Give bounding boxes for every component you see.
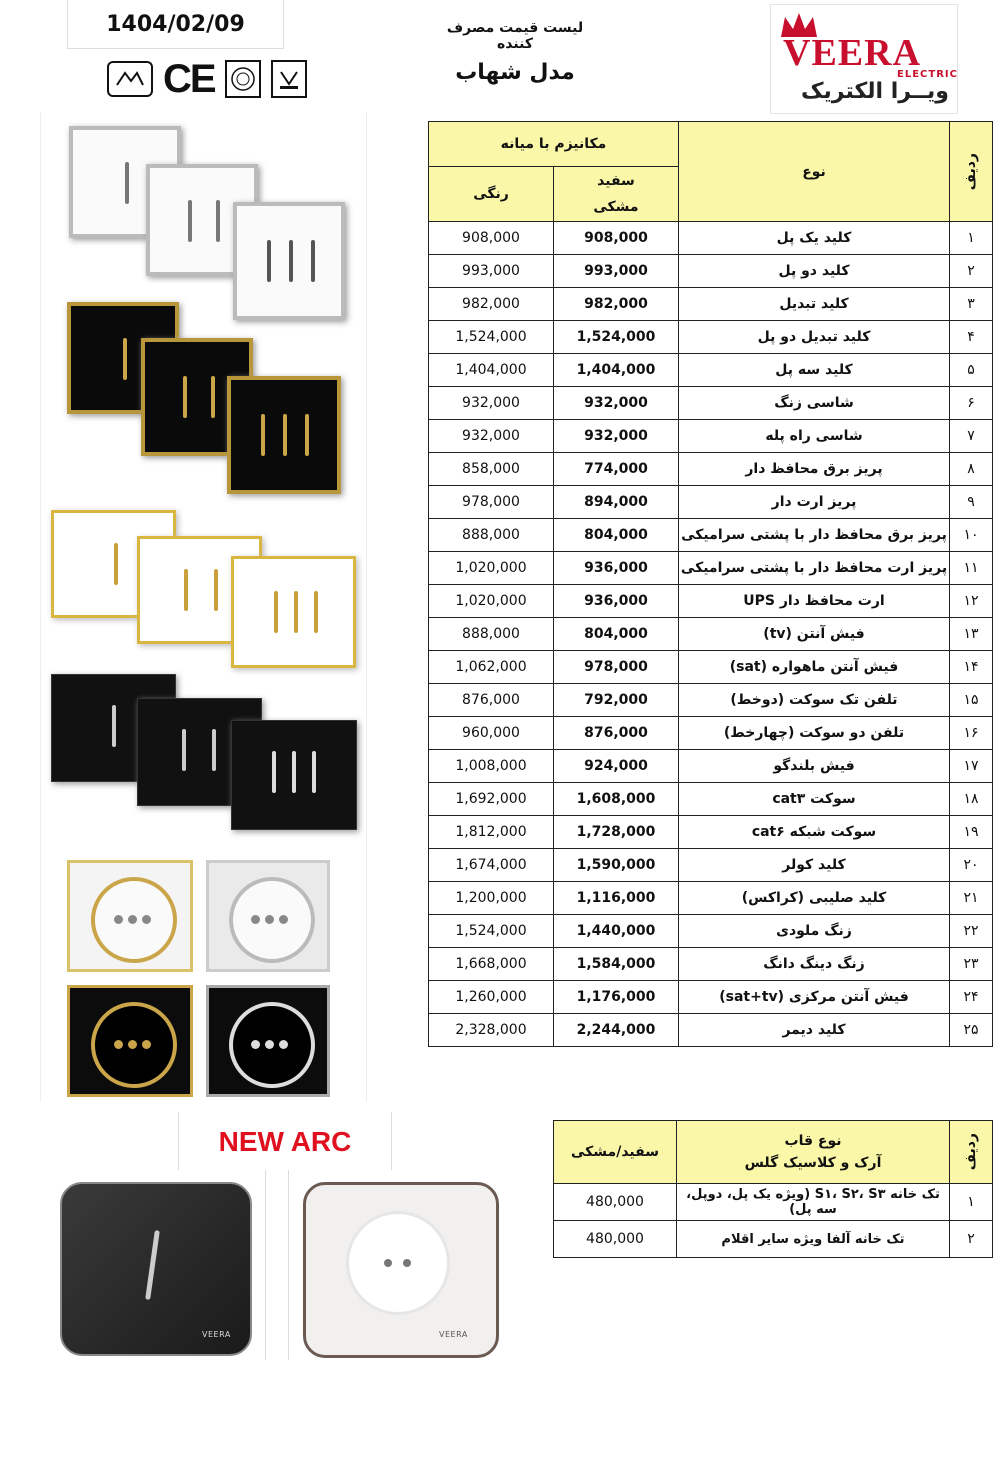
row-white-price: 924,000 xyxy=(554,750,679,783)
row-product-name: شاسی زنگ xyxy=(679,387,950,420)
table-row xyxy=(554,1221,993,1258)
row-colored-price: 1,812,000 xyxy=(429,816,554,849)
logo-subtitle: ELECTRIC xyxy=(897,69,958,80)
row-product-name: کلید دو پل xyxy=(679,255,950,288)
row-index: ۱۰ xyxy=(950,519,993,552)
row-index: ۲۵ xyxy=(950,1014,993,1047)
table-row xyxy=(429,948,993,981)
table-row xyxy=(429,453,993,486)
row-index: ۱۹ xyxy=(950,816,993,849)
frame-header-type xyxy=(677,1121,950,1184)
row-index: ۱۸ xyxy=(950,783,993,816)
table-row xyxy=(429,849,993,882)
table-row xyxy=(429,255,993,288)
logo-persian: ویــرا الکتریک xyxy=(801,79,949,104)
list-title: لیست قیمت مصرف کننده xyxy=(446,20,584,52)
row-colored-price: 2,328,000 xyxy=(429,1014,554,1047)
row-colored-price: 932,000 xyxy=(429,420,554,453)
row-index: ۸ xyxy=(950,453,993,486)
ce-mark: CE xyxy=(163,56,215,101)
row-colored-price: 982,000 xyxy=(429,288,554,321)
row-index: ۱ xyxy=(950,222,993,255)
row-product-name: کلید کولر xyxy=(679,849,950,882)
arc-black-switch-panel xyxy=(40,1170,266,1360)
table-row xyxy=(554,1184,993,1221)
white-silver-socket xyxy=(206,860,330,972)
row-index: ۷ xyxy=(950,420,993,453)
row-product-name: پریز برق محافظ دار با پشتی سرامیکی xyxy=(679,519,950,552)
frame-row-price: 480,000 xyxy=(554,1221,677,1258)
row-white-price: 792,000 xyxy=(554,684,679,717)
row-product-name: شاسی راه پله xyxy=(679,420,950,453)
header-index xyxy=(950,122,993,222)
row-index: ۱۳ xyxy=(950,618,993,651)
arc-white-socket-panel xyxy=(288,1170,509,1360)
table-row xyxy=(429,354,993,387)
row-colored-price: 1,524,000 xyxy=(429,321,554,354)
table-row xyxy=(429,222,993,255)
row-white-price: 932,000 xyxy=(554,387,679,420)
arc-white-brand: VEERA xyxy=(439,1330,468,1339)
white-gold-socket xyxy=(67,860,193,972)
row-product-name: زنگ ملودی xyxy=(679,915,950,948)
row-product-name: سوکت cat۳ xyxy=(679,783,950,816)
row-colored-price: 978,000 xyxy=(429,486,554,519)
ukas-seal-icon xyxy=(271,60,307,98)
row-white-price: 982,000 xyxy=(554,288,679,321)
price-date: 1404/02/09 xyxy=(106,11,245,37)
frame-row-name: تک خانه S۱، S۲، S۳ (ویژه یک پل، دوپل، سه پل) xyxy=(677,1184,950,1221)
header-index-label: ردیف xyxy=(963,152,979,191)
frame-type-line1: نوع قاب xyxy=(784,1133,842,1149)
frame-table-body xyxy=(554,1184,993,1258)
table-row xyxy=(429,585,993,618)
row-index: ۲۰ xyxy=(950,849,993,882)
new-arc-title: NEW ARC xyxy=(218,1126,352,1157)
table-row xyxy=(429,750,993,783)
row-index: ۵ xyxy=(950,354,993,387)
header-mechanism: مکانیزم با میانه xyxy=(429,122,679,167)
row-product-name: فیش بلندگو xyxy=(679,750,950,783)
row-product-name: زنگ دینگ دانگ xyxy=(679,948,950,981)
row-index: ۱۴ xyxy=(950,651,993,684)
row-index: ۲۳ xyxy=(950,948,993,981)
row-colored-price: 1,020,000 xyxy=(429,585,554,618)
row-index: ۹ xyxy=(950,486,993,519)
table-row xyxy=(429,420,993,453)
row-white-price: 1,728,000 xyxy=(554,816,679,849)
row-white-price: 1,584,000 xyxy=(554,948,679,981)
header-white-black xyxy=(554,167,679,222)
row-white-price: 804,000 xyxy=(554,618,679,651)
row-white-price: 876,000 xyxy=(554,717,679,750)
row-product-name: فیش آنتن مرکزی (sat+tv) xyxy=(679,981,950,1014)
row-product-name: تلفن دو سوکت (چهارخط) xyxy=(679,717,950,750)
white-silver-switch-3 xyxy=(233,202,345,320)
row-colored-price: 1,668,000 xyxy=(429,948,554,981)
date-box xyxy=(67,0,284,49)
row-white-price: 1,440,000 xyxy=(554,915,679,948)
row-colored-price: 1,020,000 xyxy=(429,552,554,585)
row-white-price: 936,000 xyxy=(554,585,679,618)
row-colored-price: 1,404,000 xyxy=(429,354,554,387)
row-white-price: 2,244,000 xyxy=(554,1014,679,1047)
row-product-name: فیش آنتن (tv) xyxy=(679,618,950,651)
row-white-price: 932,000 xyxy=(554,420,679,453)
table-row xyxy=(429,882,993,915)
row-colored-price: 1,008,000 xyxy=(429,750,554,783)
row-index: ۱۲ xyxy=(950,585,993,618)
standard-mark-icon xyxy=(107,61,153,97)
row-colored-price: 1,062,000 xyxy=(429,651,554,684)
row-white-price: 993,000 xyxy=(554,255,679,288)
table-row xyxy=(429,519,993,552)
row-white-price: 978,000 xyxy=(554,651,679,684)
black-gold-socket xyxy=(67,985,193,1097)
table-row xyxy=(429,1014,993,1047)
frame-type-line2: آرک و کلاسیک گلس xyxy=(744,1155,882,1171)
arc-socket-hole-right xyxy=(403,1259,411,1267)
row-white-price: 936,000 xyxy=(554,552,679,585)
row-colored-price: 960,000 xyxy=(429,717,554,750)
row-white-price: 1,590,000 xyxy=(554,849,679,882)
table-row xyxy=(429,288,993,321)
row-white-price: 894,000 xyxy=(554,486,679,519)
row-product-name: تلفن تک سوکت (دوخط) xyxy=(679,684,950,717)
frame-row-price: 480,000 xyxy=(554,1184,677,1221)
frame-header-index-label: ردیف xyxy=(963,1133,979,1171)
row-colored-price: 1,260,000 xyxy=(429,981,554,1014)
row-colored-price: 1,674,000 xyxy=(429,849,554,882)
table-row xyxy=(429,651,993,684)
row-product-name: کلید دیمر xyxy=(679,1014,950,1047)
veera-logo xyxy=(770,4,958,114)
header-type: نوع xyxy=(679,122,950,222)
row-product-name: سوکت شبکه cat۶ xyxy=(679,816,950,849)
row-index: ۱۶ xyxy=(950,717,993,750)
frame-table xyxy=(553,1120,993,1258)
row-colored-price: 908,000 xyxy=(429,222,554,255)
price-table-body xyxy=(429,222,993,1047)
row-product-name: کلید یک پل xyxy=(679,222,950,255)
row-index: ۱۷ xyxy=(950,750,993,783)
row-colored-price: 993,000 xyxy=(429,255,554,288)
white-gold-switch-3 xyxy=(231,556,356,668)
row-index: ۱۵ xyxy=(950,684,993,717)
arc-black-brand: VEERA xyxy=(202,1330,231,1339)
row-product-name: پریز برق محافظ دار xyxy=(679,453,950,486)
table-row xyxy=(429,552,993,585)
row-product-name: کلید سه پل xyxy=(679,354,950,387)
row-colored-price: 888,000 xyxy=(429,519,554,552)
model-title: مدل شهاب xyxy=(455,60,575,85)
row-colored-price: 1,692,000 xyxy=(429,783,554,816)
frame-row-index: ۲ xyxy=(950,1221,993,1258)
black-silver-switch-3 xyxy=(231,720,357,830)
certification-logos xyxy=(67,48,337,110)
row-index: ۲ xyxy=(950,255,993,288)
row-product-name: پریز ارت محافظ دار با پشتی سرامیکی xyxy=(679,552,950,585)
row-colored-price: 1,524,000 xyxy=(429,915,554,948)
frame-header-price: سفید/مشکی xyxy=(554,1121,677,1184)
frame-header-index xyxy=(950,1121,993,1184)
row-white-price: 1,608,000 xyxy=(554,783,679,816)
row-white-price: 774,000 xyxy=(554,453,679,486)
quality-seal-icon xyxy=(225,60,261,98)
row-white-price: 1,176,000 xyxy=(554,981,679,1014)
row-white-price: 908,000 xyxy=(554,222,679,255)
table-row xyxy=(429,915,993,948)
row-product-name: ارت محافظ دار UPS xyxy=(679,585,950,618)
table-row xyxy=(429,717,993,750)
table-row xyxy=(429,816,993,849)
table-row xyxy=(429,321,993,354)
table-row xyxy=(429,486,993,519)
row-product-name: کلید صلیبی (کراکس) xyxy=(679,882,950,915)
header-black: مشکی xyxy=(593,199,639,215)
frame-row-index: ۱ xyxy=(950,1184,993,1221)
row-product-name: کلید تبدیل xyxy=(679,288,950,321)
row-index: ۲۴ xyxy=(950,981,993,1014)
black-gold-switch-3 xyxy=(227,376,341,494)
row-index: ۲۲ xyxy=(950,915,993,948)
row-colored-price: 1,200,000 xyxy=(429,882,554,915)
row-white-price: 804,000 xyxy=(554,519,679,552)
row-colored-price: 876,000 xyxy=(429,684,554,717)
product-gallery xyxy=(40,112,367,1102)
black-silver-socket xyxy=(206,985,330,1097)
arc-socket-ring xyxy=(349,1214,447,1312)
arc-socket-hole-left xyxy=(384,1259,392,1267)
row-white-price: 1,404,000 xyxy=(554,354,679,387)
row-index: ۶ xyxy=(950,387,993,420)
table-row xyxy=(429,618,993,651)
row-index: ۳ xyxy=(950,288,993,321)
row-white-price: 1,116,000 xyxy=(554,882,679,915)
header-colored: رنگی xyxy=(429,167,554,222)
row-colored-price: 888,000 xyxy=(429,618,554,651)
row-colored-price: 858,000 xyxy=(429,453,554,486)
table-row xyxy=(429,387,993,420)
new-arc-box xyxy=(178,1112,392,1170)
row-product-name: کلید تبدیل دو پل xyxy=(679,321,950,354)
row-index: ۲۱ xyxy=(950,882,993,915)
row-index: ۴ xyxy=(950,321,993,354)
table-row xyxy=(429,684,993,717)
logo-wordmark: VEERA xyxy=(783,32,922,74)
row-colored-price: 932,000 xyxy=(429,387,554,420)
row-white-price: 1,524,000 xyxy=(554,321,679,354)
table-row xyxy=(429,783,993,816)
row-product-name: پریز ارت دار xyxy=(679,486,950,519)
frame-row-name: تک خانه آلفا ویژه سایر اقلام xyxy=(677,1221,950,1258)
price-table xyxy=(428,121,993,1047)
header-white: سفید xyxy=(597,173,635,189)
row-product-name: فیش آنتن ماهواره (sat) xyxy=(679,651,950,684)
table-row xyxy=(429,981,993,1014)
row-index: ۱۱ xyxy=(950,552,993,585)
